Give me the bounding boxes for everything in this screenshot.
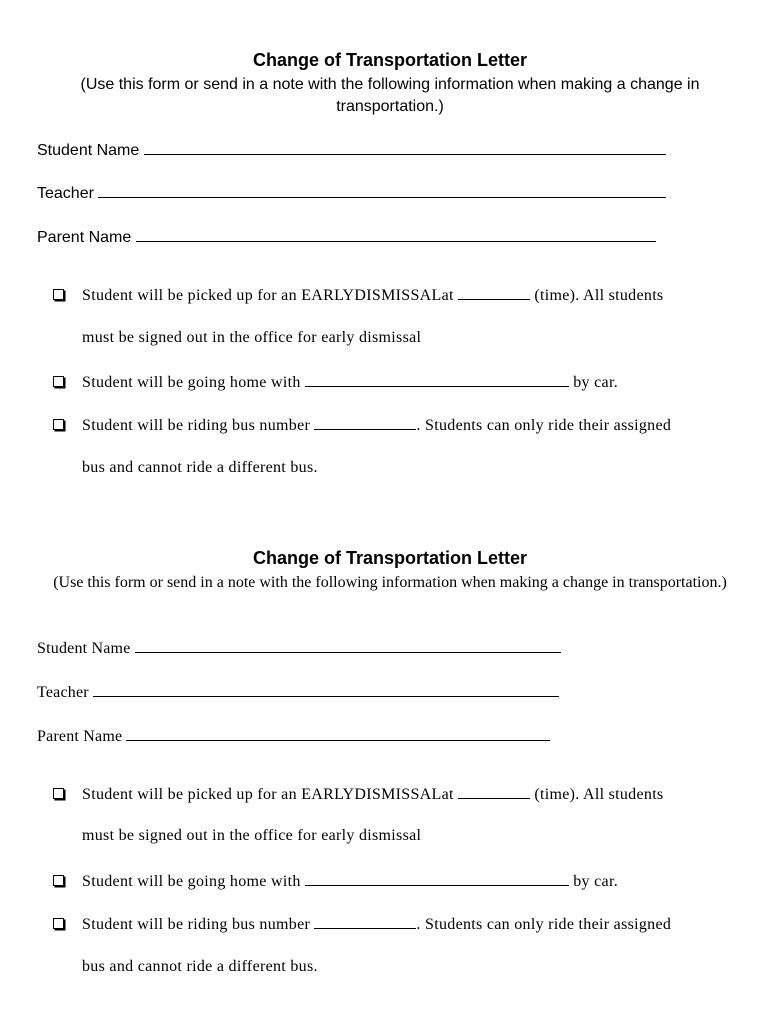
teacher-label: Teacher: [37, 684, 89, 701]
option-early-dismissal: [82, 784, 663, 804]
option-bus-number: [82, 914, 671, 934]
time-blank[interactable]: [458, 784, 530, 799]
form-title: Change of Transportation Letter: [252, 50, 528, 70]
parent-name-field: [37, 726, 550, 746]
option-bus-number: [82, 415, 671, 435]
form-title: Change of Transportation Letter: [252, 548, 528, 568]
teacher-label: Teacher: [37, 185, 94, 202]
parent-name-blank[interactable]: [126, 726, 550, 741]
option-text: (time). All students: [534, 786, 664, 803]
option-text: Student will be going home with: [82, 873, 301, 890]
option-text: . Students can only ride their assigned: [416, 916, 672, 933]
option-text: by car.: [573, 374, 618, 391]
form-subtitle: (Use this form or send in a note with the following information when making a change in transportation.): [53, 574, 727, 591]
option-text: . Students can only ride their assigned: [416, 417, 672, 434]
option-going-home-with: [82, 871, 618, 891]
parent-name-field: [37, 227, 656, 247]
teacher-blank[interactable]: [98, 183, 666, 198]
parent-name-label: Parent Name: [37, 728, 123, 745]
option-text: Student will be riding bus number: [82, 417, 311, 434]
checkbox-bus-number[interactable]: [53, 918, 64, 929]
option-bus-number-line2: bus and cannot ride a different bus.: [82, 459, 318, 476]
student-name-blank[interactable]: [144, 140, 666, 155]
option-early-dismissal-line2: must be signed out in the office for early dismissal: [82, 329, 422, 346]
option-text: Student will be riding bus number: [82, 916, 311, 933]
option-going-home-with: [82, 372, 618, 392]
student-name-label: Student Name: [37, 142, 140, 159]
option-text: by car.: [573, 873, 618, 890]
time-blank[interactable]: [458, 285, 530, 300]
option-early-dismissal-line2: must be signed out in the office for early dismissal: [82, 827, 422, 844]
student-name-blank[interactable]: [135, 638, 561, 653]
teacher-field: [37, 183, 666, 203]
option-text: Student will be picked up for an EARLYDISMISSALat: [82, 786, 454, 803]
option-text: Student will be picked up for an EARLYDISMISSALat: [82, 287, 454, 304]
option-bus-number-line2: bus and cannot ride a different bus.: [82, 958, 318, 975]
checkbox-bus-number[interactable]: [53, 419, 64, 430]
option-text: (time). All students: [534, 287, 664, 304]
student-name-label: Student Name: [37, 640, 131, 657]
form-subtitle: (Use this form or send in a note with the following information when making a change in transportation.): [80, 76, 700, 115]
bus-number-blank[interactable]: [314, 914, 416, 929]
teacher-blank[interactable]: [93, 682, 559, 697]
going-home-with-blank[interactable]: [305, 871, 569, 886]
going-home-with-blank[interactable]: [305, 372, 569, 387]
bus-number-blank[interactable]: [314, 415, 416, 430]
parent-name-blank[interactable]: [136, 227, 656, 242]
teacher-field: [37, 682, 559, 702]
checkbox-early-dismissal[interactable]: [53, 289, 64, 300]
checkbox-going-home-with[interactable]: [53, 875, 64, 886]
option-text: Student will be going home with: [82, 374, 301, 391]
checkbox-going-home-with[interactable]: [53, 376, 64, 387]
student-name-field: [37, 140, 666, 160]
student-name-field: [37, 638, 561, 658]
option-early-dismissal: [82, 285, 663, 305]
parent-name-label: Parent Name: [37, 229, 132, 246]
checkbox-early-dismissal[interactable]: [53, 788, 64, 799]
